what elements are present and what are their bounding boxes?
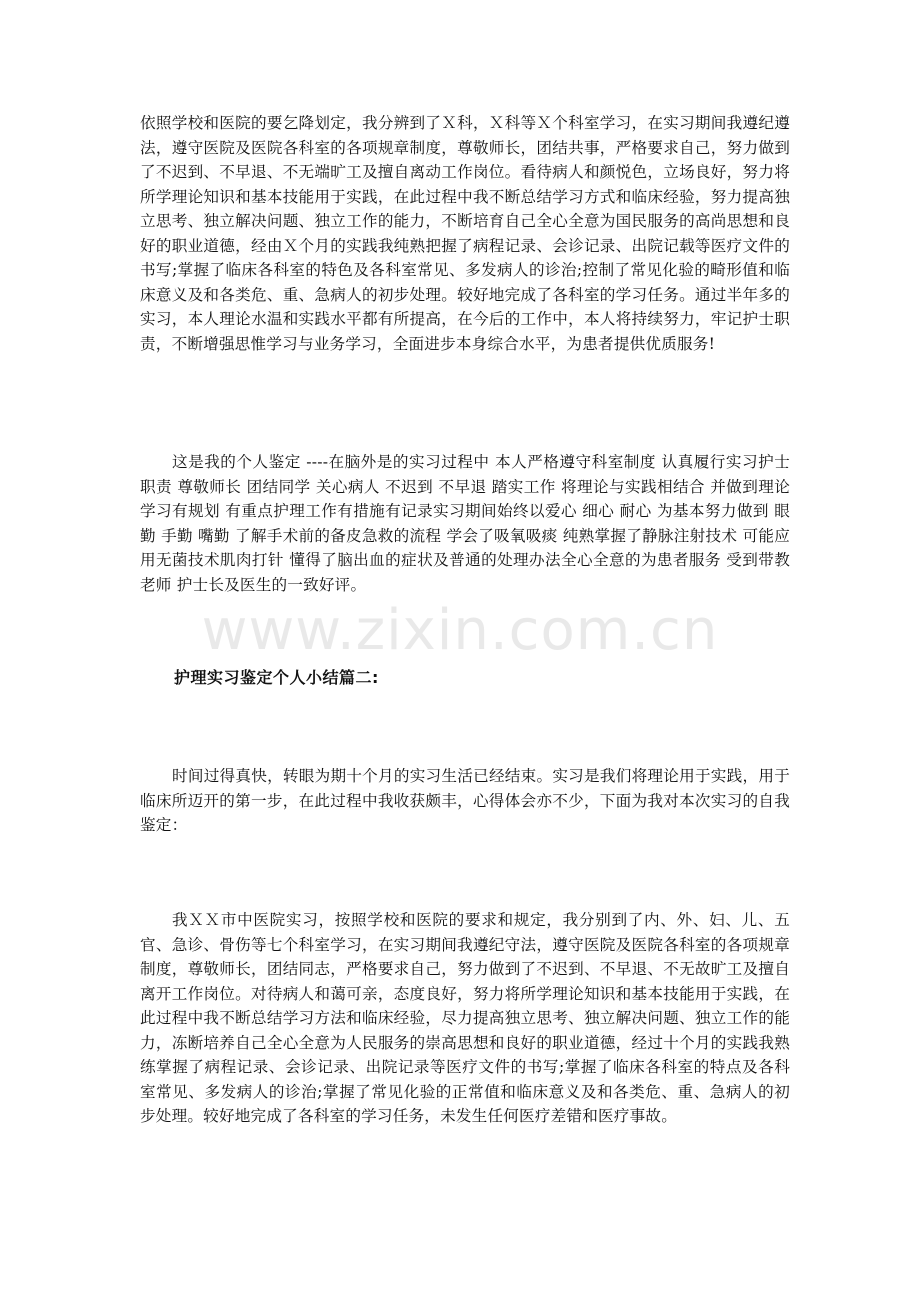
paragraph-4: 我ＸＸ市中医院实习，按照学校和医院的要求和规定，我分别到了内、外、妇、儿、五官、急诊、骨伤等七个科室学习，在实习期间我遵纪守法，遵守医院及医院各科室的各项规章制度，尊敬师长，团结同志，严格要求自己，努力做到了不迟到、不早退、不无故旷工及擅自离开工作岗位。对待病人和蔼可亲，态度良好，努力将所学理论知识和基本技能用于实践，在此过程中我不断总结学习方法和临床经验，尽力提高独立思考、独立解决问题、独立工作的能力，冻断培养自己全心全意为人民服务的崇高思想和良好的职业道德，经过十个月的实践我熟练掌握了病程记录、会诊记录、出院记录等医疗文件的书写;掌握了临床各科室的特点及各科室常见、多发病人的诊治;掌握了常见化验的正常值和临床意义及和各类危、重、急病人的初步处理。较好地完成了各科室的学习任务，未发生任何医疗差错和医疗事故。 xyxy=(140,911,790,1125)
section-heading: 护理实习鉴定个人小结篇二: xyxy=(174,668,379,687)
watermark: www.zixin.com.cn xyxy=(201,598,719,663)
paragraph-2: 这是我的个人鉴定 ----在脑外是的实习过程中 本人严格遵守科室制度 认真履行实习护士职责 尊敬师长 团结同学 关心病人 不迟到 不早退 踏实工作 将理论与实践相结合 并做到理论学习有规划 有重点护理工作有措施有记录实习期间始终以爱心 细心 耐心 为基本努力做到 眼勤 手勤 嘴勤 了解手术前的备皮急救的流程 学会了吸氧吸痰 纯熟掌握了静脉注射技术 可能应用无菌技术肌肉打针 懂得了脑出血的症状及普通的处理办法全心全意的为患者服务 受到带教老师 护士长及医生的一致好评。 xyxy=(140,453,790,594)
paragraph-1: 依照学校和医院的要乞降划定，我分辨到了Ｘ科，Ｘ科等Ｘ个科室学习，在实习期间我遵纪遵法，遵守医院及医院各科室的各项规章制度，尊敬师长，团结共事，严格要求自己，努力做到了不迟到、不早退、不无端旷工及擅自离动工作岗位。看待病人和颜悦色，立场良好，努力将所学理论知识和基本技能用于实践，在此过程中我不断总结学习方式和临床经验，努力提高独立思考、独立解决问题、独立工作的能力，不断培育自己全心全意为国民服务的高尚思想和良好的职业道德，经由Ｘ个月的实践我纯熟把握了病程记录、会诊记录、出院记载等医疗文件的书写;掌握了临床各科室的特色及各科室常见、多发病人的诊治;控制了常见化验的畸形值和临床意义及和各类危、重、急病人的初步处理。较好地完成了各科室的学习任务。通过半年多的实习，本人理论水温和实践水平都有所提高，在今后的工作中，本人将持续努力，牢记护士职责，不断增强思惟学习与业务学习，全面进步本身综合水平，为患者提供优质服务! xyxy=(140,114,790,353)
document-page xyxy=(140,0,790,1302)
paragraph-3: 时间过得真快，转眼为期十个月的实习生活已经结束。实习是我们将理论用于实践，用于临床所迈开的第一步，在此过程中我收获颇丰，心得体会亦不少，下面为我对本次实习的自我鉴定： xyxy=(140,767,790,834)
